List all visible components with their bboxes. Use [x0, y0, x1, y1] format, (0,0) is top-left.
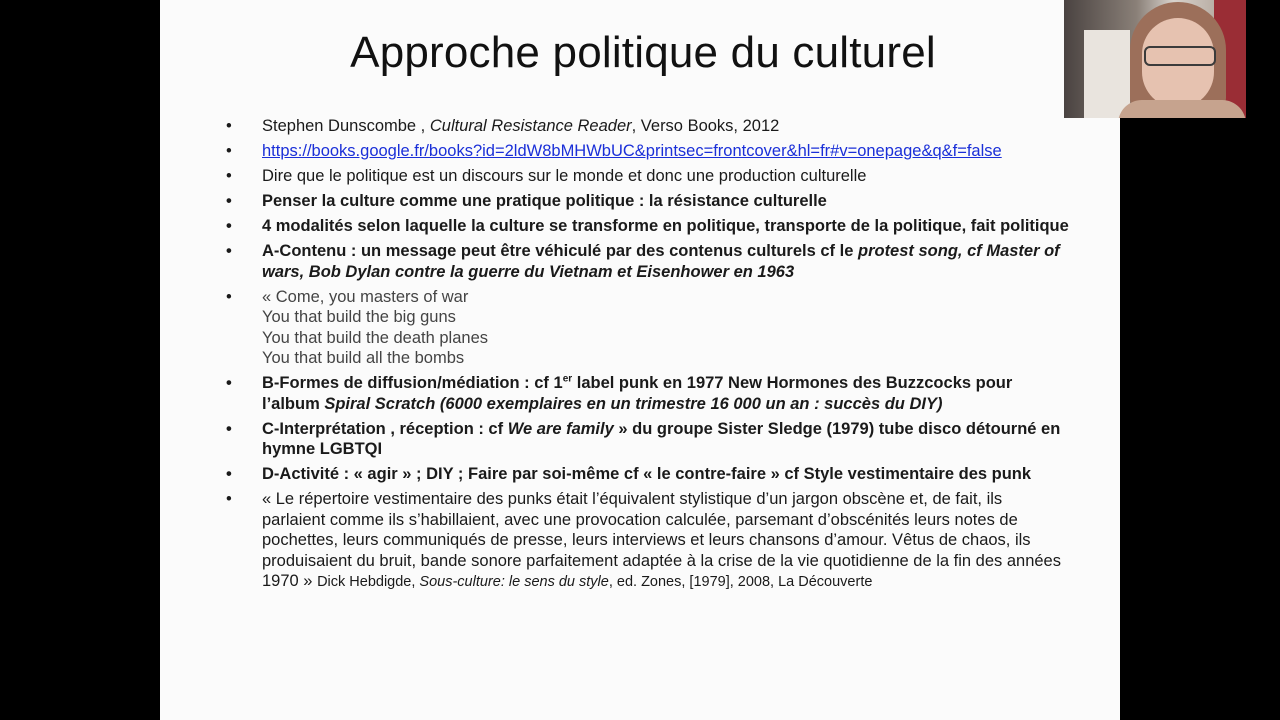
reference-author: Stephen Dunscombe , — [262, 117, 430, 135]
bullet-activite: • D-Activité : « agir » ; DIY ; Faire par soi-même cf « le contre-faire » cf Style vestimentaire des punk — [220, 464, 1070, 485]
reference-publisher: , Verso Books, 2012 — [631, 117, 780, 135]
bullet-hebdige-quote — [220, 489, 1070, 593]
bullet-reference — [220, 116, 1070, 137]
bullet-lyrics — [220, 287, 1070, 369]
webcam-door — [1084, 30, 1130, 118]
slide-title: Approche politique du culturel — [350, 28, 936, 77]
lyrics-line-3: You that build the death planes — [262, 328, 488, 347]
presentation-slide — [160, 0, 1120, 720]
diffusion-text-b: label punk en 1977 New Hormones des Buzzcocks pour l’album — [262, 374, 1013, 413]
bullet-interpretation — [220, 419, 1070, 460]
webcam-video-feed — [1064, 0, 1246, 118]
interpretation-text-a: C-Interprétation , réception : cf — [262, 419, 508, 438]
bullet-link — [220, 141, 1070, 162]
lyrics-line-4: You that build all the bombs — [262, 349, 465, 367]
citation-publisher: , ed. Zones, [1979], 2008, La Découverte — [608, 574, 873, 590]
webcam-person-glasses — [1144, 46, 1216, 66]
diffusion-text-a: B-Formes de diffusion/médiation : cf 1 — [262, 374, 563, 392]
contenu-text: A-Contenu : un message peut être véhiculé par des contenus culturels cf le — [262, 242, 858, 260]
diffusion-sup: er — [562, 373, 573, 385]
bullet-politics-discourse: • Dire que le politique est un discours sur le monde et donc une production culturelle — [220, 166, 1070, 187]
bullet-contenu — [220, 241, 1070, 282]
citation-author: Dick Hebdigde, — [317, 574, 420, 590]
bullet-cultural-resistance: • Penser la culture comme une pratique politique : la résistance culturelle — [220, 191, 1070, 212]
bullet-list — [220, 116, 1070, 597]
reference-book-title: Cultural Resistance Reader — [429, 117, 632, 135]
google-books-link[interactable]: https://books.google.fr/books?id=2ldW8bMHWbUC&printsec=frontcover&hl=fr#v=onepage&q&f=false — [262, 142, 1002, 160]
lyrics-line-2: You that build the big guns — [262, 308, 456, 326]
bullet-diffusion — [220, 373, 1070, 414]
webcam-person-shirt — [1118, 100, 1246, 118]
lyrics-line-1: • « Come, you masters of war — [262, 287, 469, 306]
diffusion-italic: Spiral Scratch (6000 exemplaires en un trimestre 16 000 un an : succès du DIY) — [324, 394, 943, 413]
bullet-four-modalities: • 4 modalités selon laquelle la culture se transforme en politique, transporte de la politique, fait politique — [220, 216, 1070, 237]
interpretation-text-b: » du groupe Sister Sledge (1979) tube disco détourné en hymne LGBTQI — [262, 419, 1061, 458]
citation-title: Sous-culture: le sens du style — [419, 574, 609, 590]
quote-text: « Le répertoire vestimentaire des punks était l’équivalent stylistique d’un jargon obscène et, de fait, ils parlaient comme ils s’habillaient, avec une provocation calculée, parsemant d’obscénités leurs notes de pochettes, leurs communiqués de presse, leurs interviews et leurs chansons d’amour. Vêtus de chaos, ils produisaient du bruit, bande sonore parfaitement adaptée à la crise de la vie quotidienne de la fin des années 1970 » — [262, 490, 1061, 590]
contenu-italic: protest song, cf Master of wars, Bob Dylan contre la guerre du Vietnam et Eisenhower en 1963 — [262, 242, 1060, 281]
interpretation-italic: We are family — [507, 419, 614, 438]
